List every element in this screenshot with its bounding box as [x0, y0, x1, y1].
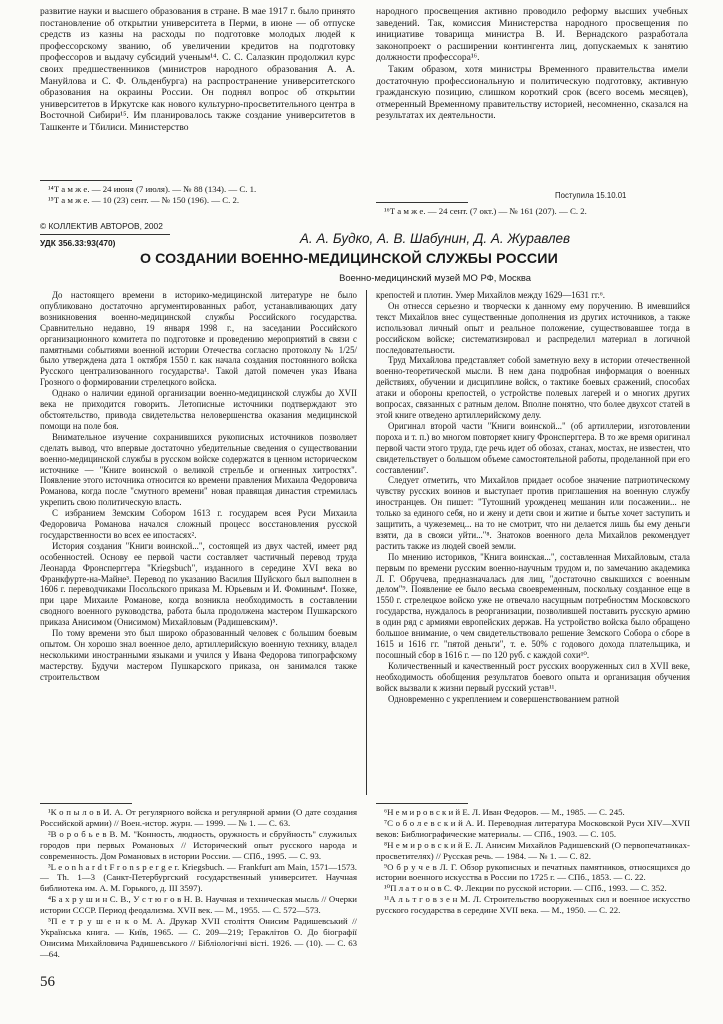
paragraph: Он отнесся серьезно и творчески к данному ему поручению. В имевшийся текст Михайлов внес существенные дополнения из других источников, а также использовал личный опыт и реальное положение, существовавшее тогда в российском войске; систематизировал и распределил материал в логичной последовательности.	[376, 300, 690, 355]
article-footnotes-left	[40, 807, 357, 960]
header-rule	[40, 234, 170, 235]
copyright-line: © КОЛЛЕКТИВ АВТОРОВ, 2002	[40, 221, 163, 231]
footnote-rule	[376, 202, 468, 203]
article-left-column	[40, 290, 357, 683]
paragraph: До настоящего времени в историко-медицинской литературе не было опубликовано достаточно аргументированных работ, устанавливающих дату возникновения военно-медицинской службы Российского государства. Сравнительно недавно, 19 января 1998 г., на заседании Российского организационного комитета по подготовке и проведению мероприятий в связи с памятными событиями военной истории Отечества согласно протоколу № 1/25/ было утверждена дата 1 октября 1550 г. как начала создания постоянного войска Русского централизованного государства¹. Такой датой помечен указ Ивана Грозного о формировании стрелецкого войска.	[40, 290, 357, 388]
article-right-column	[376, 290, 690, 704]
received-date: Поступила 15.10.01	[555, 191, 627, 200]
paragraph: Следует отметить, что Михайлов придает особое значение патриотическому чувству русских воинов и выступает против приглашения на военную службу иностранцев. Он пишет: "Тутошний урожденец мешанин или посажении... не только за единого себя, но и жену и дети свои и житие и бытье хочет заступить и защитить, а чужеземец... на то не смотрит, что ни делается лишь бы ему деньги взяти, да в свояси уйти..."⁸. Знатоков военного дела Михайлов рекомендует растить также из людей своей земли.	[376, 475, 690, 551]
footnote-rule	[40, 180, 132, 181]
paragraph: Внимательное изучение сохранившихся рукописных источников позволяет сделать вывод, что впервые достаточно убедительные сведения о существовании военно-медицинской службы в русском войске содержатся в ценном историческом источнике — "Книге воинской о великой стрельбе и огненных хитростях". Появление этого источника относится ко времени правления Михаила Федоровича Романова, когда после "смутного времени" новая правящая династия стремилась укрепить свою политическую власть.	[40, 431, 357, 508]
paragraph: С избранием Земским Собором 1613 г. государем всея Руси Михаила Федоровича Романова начался сложный процесс восстановления русской государственности во всех ее ипостасях².	[40, 508, 357, 540]
paragraph: Труд Михайлова представляет собой заметную веху в истории отечественной военно-теоретической мысли. В нем дана подробная информация о военных действиях, обучении и дисциплине войск, о тактике боевых сражений, способах атаки и обороны крепостей, о устройстве полевых лагерей и о многих других вопросах, связанных с ратным делом. Вполне понятно, что более двухсот статей в этой книге отведено артиллерийскому делу.	[376, 355, 690, 420]
paragraph: Количественный и качественный рост русских вооруженных сил в XVII веке, необходимость обобщения результатов боевого опыта и организация обучения войск вызвали к жизни первый русский устав¹¹.	[376, 660, 690, 693]
footnote: ¹К о п ы л о в И. А. От регулярного войска и регулярной армии (О дате создания Российской армии) // Воен.-истор. журн. — 1999. — № 1. — С. 63.	[40, 807, 357, 828]
footnote: ¹⁶Т а м ж е. — 24 сент. (7 окт.) — № 161 (207). — С. 2.	[384, 206, 587, 216]
paragraph: Однако о наличии единой организации военно-медицинской службы до XVII века не приходится говорить. Летописные источники подтверждают это обстоятельство, привода свидетельства неловершенства оказания медицинской помощи на поле боя.	[40, 388, 357, 431]
footnote: ¹⁴Т а м ж е. — 24 июня (7 июля). — № 88 (134). — С. 1.	[48, 184, 257, 194]
footnote: ⁴Б а х р у ш и н С. В., У с т ю г о в Н. В. Научная и техническая мысль // Очерки истории СССР. Период феодализма. XVII век. — М., 1955. — С. 572—573.	[40, 894, 357, 916]
footnote: ⁹О б р у ч е в Л. Г. Обзор рукописных и печатных памятников, относящихся до истории военного искусства в России по 1725 г. — СПб., 1853. — С. 22.	[376, 861, 690, 883]
footnote: ⁵П е т р у ш е н к о М. А. Друкар XVII століття Онисим Радишевський // Українська книга. — Київ, 1965. — С. 209—219; Гераклітов О. До біографії Онисима Михайловича Радишевського // Бібліологічні вісті. 1926. — (10). — С. 63—64.	[40, 916, 357, 959]
prev-article-footnotes-left	[40, 184, 355, 206]
paragraph: По тому времени это был широко образованный человек с большим боевым опытом. Он хорошо знал военное дело, артиллерийскую военную технику, владел несколькими иностранными языками и учился у Ивана Федорова типографскому мастерству. Будучи мастером Пушкарского приказа, он занимался также строительством	[40, 628, 357, 682]
footnote: ³L e o n h a r d t F r o n s p e r g e r. Kriegsbuch. — Frankfurt am Main, 1571—1573. — Th. 1—3 (Санкт-Петербургский государственный университет. Научная библиотека им. А. М. Горького, д. III 3597).	[40, 861, 357, 894]
footnote: ⁸Н е м и р о в с к и й Е. Л. Анисим Михайлов Радишевский (О первопечатниках-просветителях) // Русская речь. — 1984. — № 1. — С. 82.	[376, 839, 690, 861]
column-separator	[366, 290, 367, 795]
article-footnotes-right	[376, 807, 690, 916]
footnote-rule	[40, 803, 132, 804]
footnote: ⁶Н е м и р о в с к и й Е. Л. Иван Федоров. — М., 1985. — С. 245.	[384, 807, 625, 817]
footnote-rule	[376, 803, 468, 804]
prev-article-right-column	[376, 6, 688, 122]
paragraph: Таким образом, хотя министры Временного правительства имели достаточную профессиональную и политическую подготовку, активную гражданскую позицию, слишком короткий срок (всего восемь месяцев), отмеренный Временному правительству историей, несомненно, сказался на результатах их деятельности.	[376, 63, 688, 122]
article-authors: А. А. Будко, А. В. Шабунин, Д. А. Журавлев	[299, 231, 571, 246]
paragraph: Одновременно с укреплением и совершенствованием ратной	[388, 693, 619, 704]
footnote: ¹⁰П л а т о н о в С. Ф. Лекции по русской истории. — СПб., 1993. — С. 352.	[384, 883, 667, 894]
page-number: 56	[40, 974, 55, 990]
paragraph: История создания "Книги воинской...", состоящей из двух частей, имеет ряд особенностей. Основу ее первой части составляет частичный перевод труда Леонарда Фронсперггера "Kriegsbuch", изданного в середине XVI века во Франкфурте-на-Майне³. Перевод по указанию Василия Шуйского был выполнен в 1606 г. переводчиками Посольского приказа М. Юрьевым и И. Фоминым⁴. Позже, при царе Михаиле Романове, когда возникла необходимость в составлении сводного военного руководства, работа была продолжена мастером Пушкарского приказа Анисимом (Онисимом) Михайловым (Радишевским)⁵.	[40, 540, 357, 628]
udk-code: УДК 356.33:93(470)	[40, 238, 116, 248]
article-affiliation: Военно-медицинский музей МО РФ, Москва	[339, 272, 531, 283]
footnote: ²В о р о б ь е в В. М. "Конность, людность, оружность и сбруйность" служилых городов при первых Романовых // Исторический опыт русского народа и современность. Дом Романовых в истории России. — СПб., 1995. — С. 93.	[40, 828, 357, 861]
prev-article-footnotes-right	[376, 206, 688, 217]
paragraph: народного просвещения активно проводило реформу высших учебных заведений. Так, комиссия Министерства народного просвещения по инициативе товарища министра В. И. Вернадского разработала законопроект о расширении контингента лиц, допускаемых к занятию должности профессора¹⁶.	[376, 6, 688, 64]
article-title: О СОЗДАНИИ ВОЕННО-МЕДИЦИНСКОЙ СЛУЖБЫ РОССИИ	[140, 251, 558, 267]
paragraph: По мнению историков, "Книга воинская...", составленная Михайловым, стала первым по времени русским военно-научным трудом и, по замечанию академика Л. Г. Обручева, предназначалась для лиц, "достаточно свыкшихся с военным делом"⁹. Появление ее было весьма своевременным, поскольку созданное еще в 1550 г. стрелецкое войско уже не отвечало насущным потребностям Московского государства, нуждалось в реорганизации, позволившей поставить русскую армию в один ряд с армиями европейских держав. На устройство войска было обращено большое внимание, о чем свидетельствовало решение Земского Собора о сборе в 1615 и 1616 гг. "пятой деньги", т. е. 50% с годового дохода плательщика, и посошный сбор в 1616 г. — по 120 руб. с каждой сохи¹⁰.	[376, 551, 690, 660]
footnote: ⁷С о б о л е в с к и й А. И. Переводная литература Московской Руси XIV—XVII веков: Библиографические материалы. — СПб., 1903. — С. 105.	[376, 817, 690, 839]
prev-article-left-column	[40, 6, 355, 134]
footnote: ¹⁵Т а м ж е. — 10 (23) сент. — № 150 (196). — С. 2.	[48, 194, 240, 205]
paragraph: крепостей и плотин. Умер Михайлов между 1629—1631 гг.⁶.	[376, 290, 606, 300]
paragraph: Оригинал второй части "Книги воинской..." (об артиллерии, изготовлении пороха и т. п.) во многом повторяет книгу Фронсперггера. В то же время оригинал первой части этого труда, где речь идет об обозах, станах, мостах, не известен, что свидетельствует о большом объеме самостоятельной работы, проделанной при его составлении⁷.	[376, 420, 690, 475]
footnote: ¹¹А л ь т г о в з е н М. Л. Строительство вооруженных сил и военное искусство русского государства в середине XVII века. — М., 1950. — С. 22.	[376, 894, 690, 916]
paragraph: развитие науки и высшего образования в стране. В мае 1917 г. было принято постановление об открытии университета в Перми, в июне — об отпуске средств из казны на расходы по подготовке молодых людей к профессорскому званию, об увеличении кредитов на подготовку профессоров и выдачу субсидий ученым¹⁴. С. С. Салазкин продолжил курс своих предшественников (министров народного образования А. А. Мануйлова и С. Ф. Ольденбурга) на распространение университетского образования на окраины России. Он поднял вопрос об открытии университетов в Иркутске как нового культурно-просветительного центра в Восточной Сибири¹⁵. Им планировалось также создание университетов в Ташкенте и Тбилиси. Министерство	[40, 6, 355, 133]
